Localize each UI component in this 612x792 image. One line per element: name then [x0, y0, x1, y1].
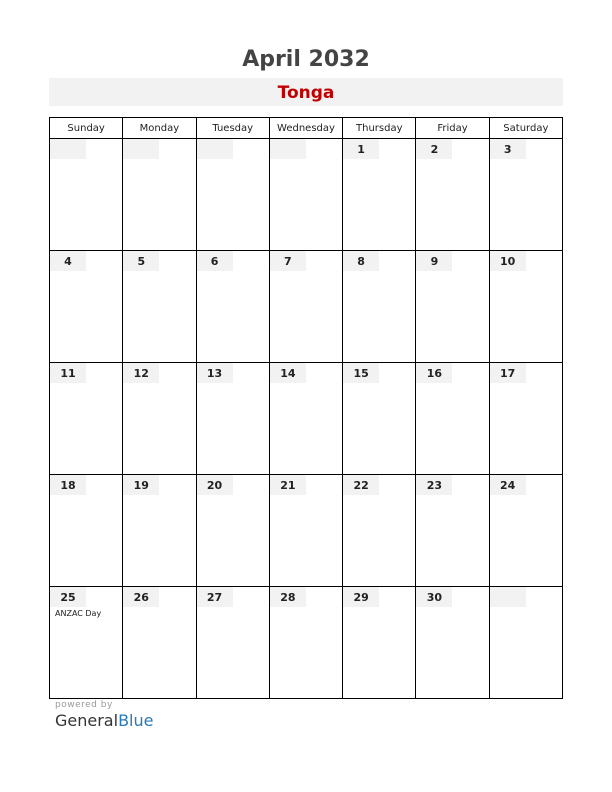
day-number: 9 — [416, 251, 452, 271]
weekday-saturday: Saturday — [489, 118, 562, 139]
day-cell — [416, 587, 489, 699]
country-name: Tonga — [49, 78, 563, 106]
powered-by-text: powered by — [55, 700, 113, 710]
day-number: 5 — [123, 251, 159, 271]
day-number: 4 — [50, 251, 86, 271]
calendar-title: April 2032 — [242, 47, 370, 72]
day-cell — [343, 587, 416, 699]
day-cell — [343, 139, 416, 251]
day-number: 16 — [416, 363, 452, 383]
day-cell — [489, 363, 562, 475]
day-cell — [343, 251, 416, 363]
day-cell — [123, 251, 196, 363]
footer-branding — [55, 700, 153, 730]
day-number: 25 — [50, 587, 86, 607]
week-row — [50, 587, 563, 699]
day-cell — [123, 363, 196, 475]
day-number: 3 — [490, 139, 526, 159]
weekday-tuesday: Tuesday — [196, 118, 269, 139]
day-cell — [343, 475, 416, 587]
day-number: 26 — [123, 587, 159, 607]
holiday-label: ANZAC Day — [55, 609, 102, 618]
calendar-grid — [49, 117, 563, 699]
day-cell — [196, 587, 269, 699]
day-cell — [416, 475, 489, 587]
day-cell — [416, 363, 489, 475]
day-number: 29 — [343, 587, 379, 607]
day-cell — [489, 139, 562, 251]
weekday-friday: Friday — [416, 118, 489, 139]
day-number: 10 — [490, 251, 526, 271]
day-number: 18 — [50, 475, 86, 495]
day-number: 30 — [416, 587, 452, 607]
day-number: 11 — [50, 363, 86, 383]
day-number: 13 — [197, 363, 233, 383]
day-number: 6 — [197, 251, 233, 271]
day-number: 7 — [270, 251, 306, 271]
day-cell — [196, 139, 269, 251]
day-cell — [196, 251, 269, 363]
day-number: 21 — [270, 475, 306, 495]
brand-general: General — [55, 711, 119, 730]
day-cell — [489, 587, 562, 699]
day-number: 2 — [416, 139, 452, 159]
week-row — [50, 251, 563, 363]
weekday-thursday: Thursday — [343, 118, 416, 139]
day-cell — [196, 363, 269, 475]
day-cell — [269, 251, 342, 363]
day-cell — [123, 475, 196, 587]
day-cell — [269, 139, 342, 251]
weekday-wednesday: Wednesday — [269, 118, 342, 139]
day-cell — [50, 363, 123, 475]
day-cell — [123, 587, 196, 699]
day-number — [50, 139, 86, 159]
day-cell — [489, 475, 562, 587]
day-cell — [416, 251, 489, 363]
weekday-sunday: Sunday — [50, 118, 123, 139]
day-cell — [50, 251, 123, 363]
day-cell — [489, 251, 562, 363]
day-number — [270, 139, 306, 159]
day-cell — [343, 363, 416, 475]
day-number: 24 — [490, 475, 526, 495]
day-number — [123, 139, 159, 159]
week-row — [50, 139, 563, 251]
day-number — [197, 139, 233, 159]
day-cell — [50, 139, 123, 251]
day-number: 23 — [416, 475, 452, 495]
day-number: 8 — [343, 251, 379, 271]
day-number: 22 — [343, 475, 379, 495]
day-number: 12 — [123, 363, 159, 383]
day-cell — [269, 587, 342, 699]
week-row — [50, 363, 563, 475]
day-number: 17 — [490, 363, 526, 383]
generalblue-logo — [55, 711, 153, 730]
day-number: 14 — [270, 363, 306, 383]
day-number: 19 — [123, 475, 159, 495]
day-cell — [416, 139, 489, 251]
day-number — [490, 587, 526, 607]
week-row — [50, 475, 563, 587]
weekday-header-row — [50, 118, 563, 139]
day-cell — [50, 475, 123, 587]
weekday-monday: Monday — [123, 118, 196, 139]
day-number: 28 — [270, 587, 306, 607]
brand-blue: Blue — [118, 711, 154, 730]
day-cell — [196, 475, 269, 587]
day-number: 1 — [343, 139, 379, 159]
day-number: 20 — [197, 475, 233, 495]
day-cell — [269, 363, 342, 475]
day-cell — [269, 475, 342, 587]
day-number: 15 — [343, 363, 379, 383]
day-cell — [123, 139, 196, 251]
day-cell — [50, 587, 123, 699]
day-number: 27 — [197, 587, 233, 607]
